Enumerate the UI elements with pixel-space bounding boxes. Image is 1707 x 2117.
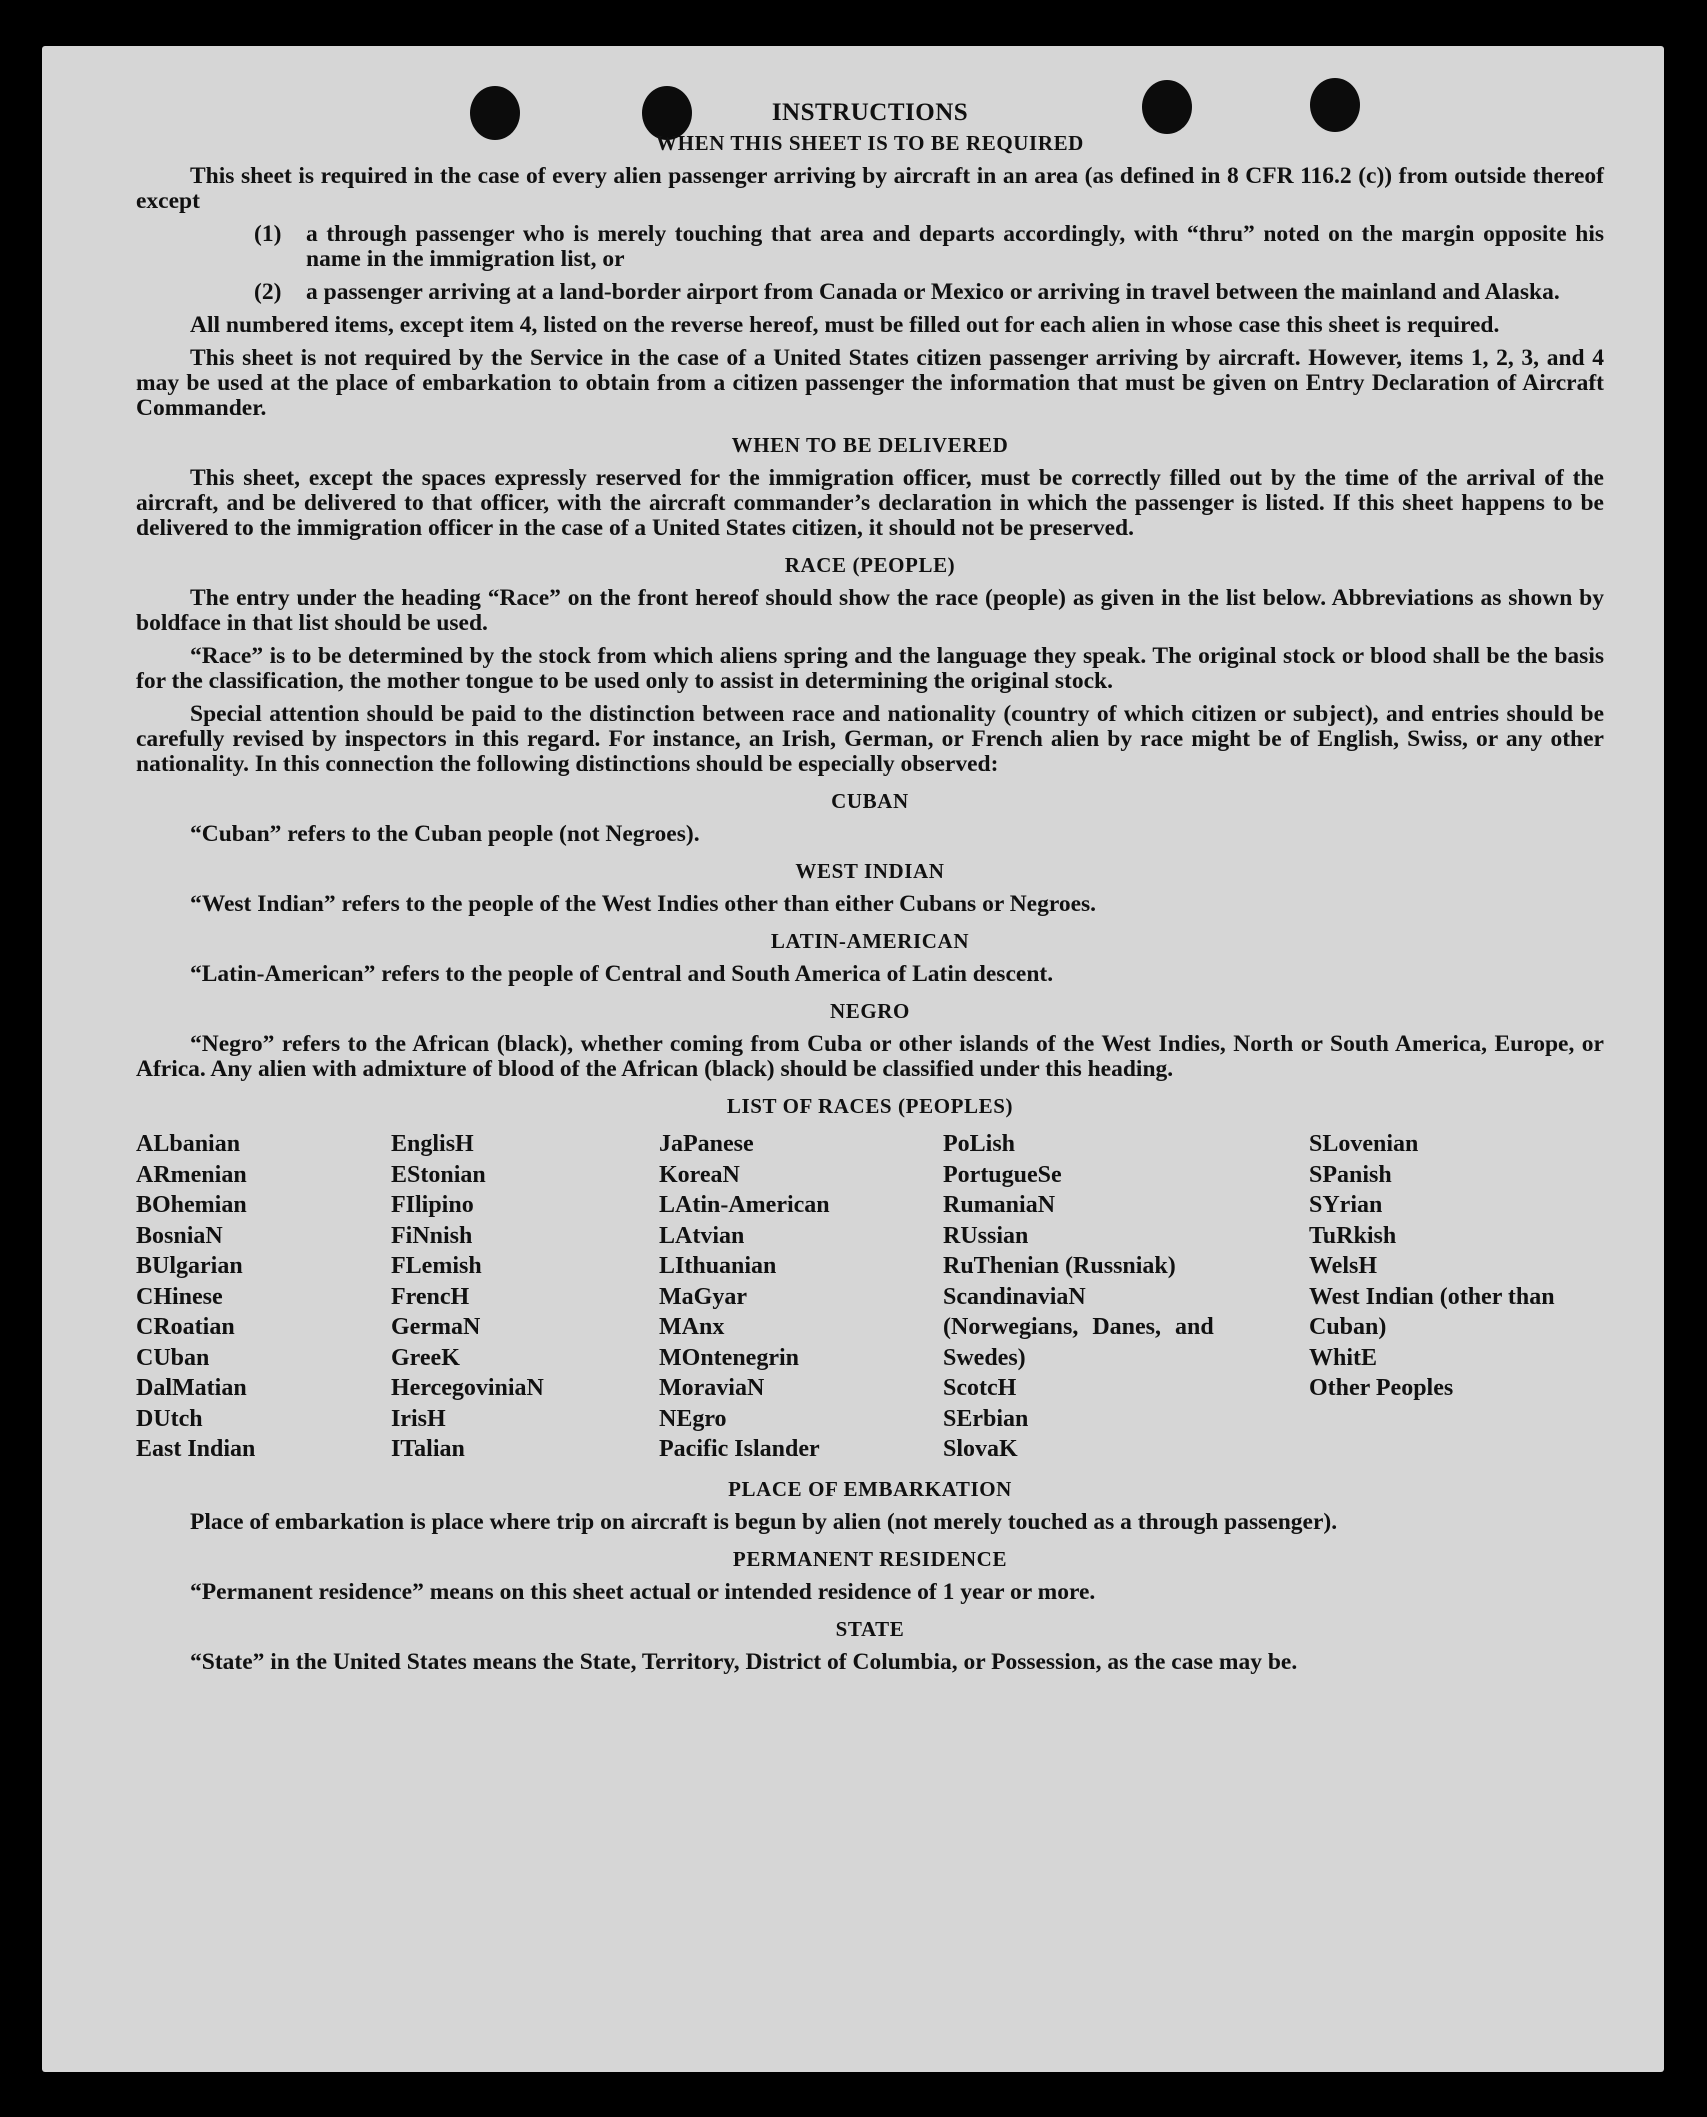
paragraph: Place of embarkation is place where trip on aircraft is begun by alien (not merely touched as a through passenger). [190,1508,1338,1535]
race-entry: GermaN [391,1314,481,1340]
race-entry: PoLish [943,1131,1016,1157]
race-entry: SLovenian [1309,1131,1419,1157]
paragraph: Special attention should be paid to the distinction between race and nationality (country of which citizen or subject), and entries should be carefully revised by inspectors in this regard. For instance, an Irish, German, or French alien by race might be of English, Swiss, or any other nationality. In this connection the following distinctions should be especially observed: [136,701,1604,777]
section-heading: WEST INDIAN [795,859,945,883]
section-heading: CUBAN [831,789,909,813]
instructions-body [136,100,1604,1683]
paragraph: This sheet is not required by the Service in the case of a United States citizen passenger arriving by aircraft. However, items 1, 2, 3, and 4 may be used at the place of embarkation to obtain from a citizen passenger the information that must be given on Entry Declaration of Aircraft Commander. [136,345,1604,421]
race-entry: BUlgarian [136,1253,243,1279]
race-entry: SErbian [943,1405,1029,1432]
section-heading: RACE (PEOPLE) [784,553,956,577]
race-entry: SPanish [1309,1161,1392,1188]
race-entry: LIthuanian [659,1253,777,1279]
race-entry: SYrian [1309,1192,1383,1218]
paragraph: This sheet, except the spaces expressly reserved for the immigration officer, must be correctly filled out by the time of the arrival of the aircraft, and be delivered to that officer, with the aircraft commander’s declaration in which the passenger is listed. If this sheet happens to be delivered to the immigration officer in the case of a United States citizen, it should not be preserved. [136,465,1604,541]
race-entry: MaGyar [659,1283,747,1310]
race-entry: PortugueSe [943,1161,1062,1188]
paragraph: “Negro” refers to the African (black), whether coming from Cuba or other islands of the West Indies, North or South America, Europe, or Africa. Any alien with admixture of blood of the African (black) should be classified under this heading. [136,1031,1604,1082]
race-entry: CUban [136,1344,210,1371]
race-entry: East Indian [136,1436,256,1462]
item-text: a through passenger who is merely touching that area and departs accordingly, with “thru” noted on the margin opposite his name in the immigration list, or [306,221,1604,272]
item-number: (1) [254,221,282,247]
race-entry: MoraviaN [659,1375,765,1401]
race-entry: BosniaN [136,1222,223,1249]
race-column [1309,1129,1566,1465]
race-entry: RUssian [943,1222,1029,1249]
paragraph: “Permanent residence” means on this sheet actual or intended residence of 1 year or more. [190,1578,1096,1605]
race-column [943,1129,1231,1465]
race-entry: Pacific Islander [659,1436,820,1462]
race-entry: KoreaN [659,1161,740,1188]
race-entry: NEgro [659,1405,727,1432]
race-entry: ScotcH [943,1375,1017,1401]
race-column [391,1129,659,1465]
race-entry: SlovaK [943,1436,1018,1462]
section-heading: WHEN TO BE DELIVERED [731,433,1009,457]
list-item [254,222,1604,272]
section-heading: PERMANENT RESIDENCE [732,1546,1008,1571]
race-entry: FrencH [391,1283,470,1310]
section-heading: PLACE OF EMBARKATION [728,1476,1012,1501]
race-entry: DalMatian [136,1375,247,1401]
race-entry: ScandinaviaN (Norwegians, Danes, and Swedes) [943,1283,1214,1371]
paragraph: “State” in the United States means the State, Territory, District of Columbia, or Possession, as the case may be. [190,1648,1298,1675]
list-item [254,280,1604,305]
page-title: INSTRUCTIONS [771,99,969,126]
section-heading: LATIN-AMERICAN [770,929,970,953]
race-entry: MOntenegrin [659,1344,799,1371]
paragraph: “Latin-American” refers to the people of Central and South America of Latin descent. [190,961,1054,987]
race-entry: GreeK [391,1344,460,1371]
race-entry: West Indian (other than Cuban) [1309,1283,1555,1340]
paragraph: “West Indian” refers to the people of the West Indies other than either Cubans or Negroes. [190,891,1097,917]
race-entry: Other Peoples [1309,1375,1454,1401]
race-entry: LAtin-American [659,1192,830,1218]
race-entry: BOhemian [136,1192,247,1218]
paragraph: All numbered items, except item 4, listed on the reverse hereof, must be filled out for each alien in whose case this sheet is required. [190,312,1500,338]
paragraph: “Race” is to be determined by the stock from which aliens spring and the language they speak. The original stock or blood shall be the basis for the classification, the mother tongue to be used only to assist in determining the original stock. [136,643,1604,694]
race-entry: DUtch [136,1405,203,1432]
section-heading: STATE [835,1616,905,1641]
race-entry: FiNnish [391,1222,473,1249]
document-page [42,46,1664,2072]
race-entry: ARmenian [136,1161,247,1188]
race-entry: FLemish [391,1253,482,1279]
race-list [136,1129,1604,1465]
race-entry: HercegoviniaN [391,1375,544,1401]
race-entry: IrisH [391,1405,446,1432]
race-entry: EStonian [391,1161,486,1188]
item-text: a passenger arriving at a land-border airport from Canada or Mexico or arriving in travel between the mainland and Alaska. [306,279,1560,305]
race-column [136,1129,391,1465]
race-entry: ALbanian [136,1131,241,1157]
race-entry: TuRkish [1309,1222,1397,1249]
section-heading: WHEN THIS SHEET IS TO BE REQUIRED [656,131,1084,155]
paragraph: The entry under the heading “Race” on the front hereof should show the race (people) as given in the list below. Abbreviations as shown by boldface in that list should be used. [136,585,1604,636]
race-entry: RuThenian (Russniak) [943,1253,1176,1279]
race-entry: WhitE [1309,1344,1378,1371]
race-entry: WelsH [1309,1253,1378,1279]
section-heading: NEGRO [829,999,910,1023]
item-number: (2) [254,279,282,305]
race-entry: LAtvian [659,1222,745,1249]
paragraph: This sheet is required in the case of every alien passenger arriving by aircraft in an area (as defined in 8 CFR 116.2 (c)) from outside thereof except [136,163,1604,214]
race-entry: CRoatian [136,1314,235,1340]
race-entry: RumaniaN [943,1192,1056,1218]
section-heading: LIST OF RACES (PEOPLES) [726,1094,1014,1118]
race-entry: EnglisH [391,1131,474,1157]
race-entry: JaPanese [659,1131,754,1157]
race-entry: FIlipino [391,1192,474,1218]
race-entry: CHinese [136,1283,223,1310]
race-entry: MAnx [659,1314,725,1340]
race-column [659,1129,943,1465]
race-entry: ITalian [391,1436,465,1462]
paragraph: “Cuban” refers to the Cuban people (not Negroes). [190,821,700,847]
